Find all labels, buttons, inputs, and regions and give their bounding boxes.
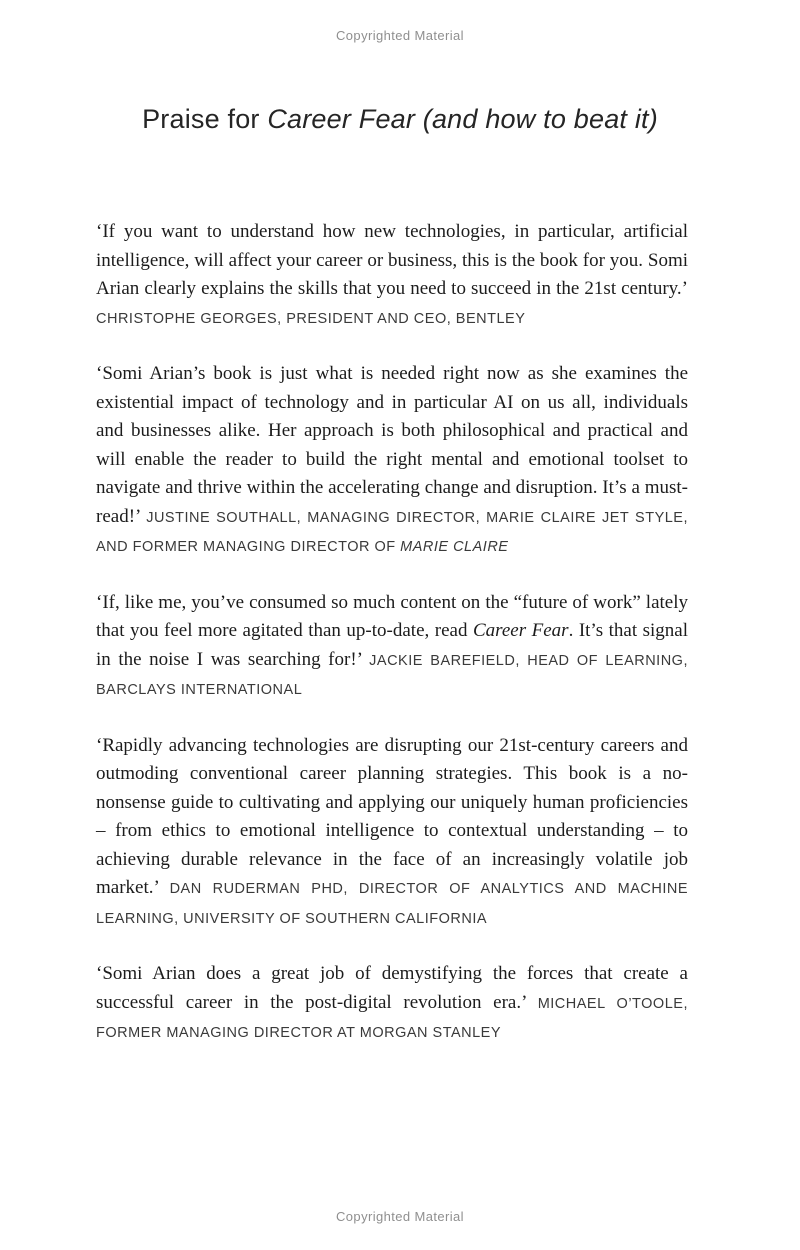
quote-text: . It’s that signal in the noise I was searching for!’	[96, 620, 689, 670]
attribution-text: CHRISTOPHE GEORGES, PRESIDENT AND CEO, BENTLEY	[96, 310, 526, 327]
quote-text: ‘If, like me, you’ve consumed so much content on the “future of work” lately that you feel more agitated than up-to-date, read	[96, 591, 688, 641]
praise-paragraph	[96, 360, 688, 562]
book-title-italic: Career Fear	[472, 620, 569, 641]
praise-paragraph	[96, 960, 688, 1048]
attribution-text: DAN RUDERMAN PHD, DIRECTOR OF ANALYTICS AND MACHINE LEARNING, UNIVERSITY OF SOUTHERN CALIFORNIA	[96, 881, 688, 927]
attribution-text: JACKIE BAREFIELD, HEAD OF LEARNING, BARCLAYS INTERNATIONAL	[96, 652, 688, 698]
page-title-prefix: Praise for	[142, 104, 268, 134]
page-title	[0, 104, 800, 135]
book-title-italic: Career Fear (and how to beat it)	[267, 104, 658, 134]
praise-paragraph	[96, 218, 688, 333]
copyright-watermark-top: Copyrighted Material	[336, 28, 464, 43]
praise-paragraph	[96, 732, 688, 934]
attribution-text: MICHAEL O’TOOLE, FORMER MANAGING DIRECTOR AT MORGAN STANLEY	[96, 995, 688, 1041]
copyright-watermark-bottom: Copyrighted Material	[336, 1209, 464, 1224]
quote-text: ‘Somi Arian does a great job of demystifying the forces that create a successful career in the post-digital revolution era.’	[96, 963, 688, 1013]
quote-text: ‘Somi Arian’s book is just what is needed right now as she examines the existential impact of technology and in particular AI on us all, individuals and businesses alike. Her approach is both philosophical and practical and will enable the reader to build the right mental and emotional toolset to navigate and thrive within the accelerating change and disruption. It’s a must-read!’	[96, 363, 688, 527]
praise-paragraph	[96, 589, 688, 705]
attribution-text: MARIE CLAIRE	[400, 539, 509, 555]
quote-text: ‘Rapidly advancing technologies are disrupting our 21st-century careers and outmoding conventional career planning strategies. This book is a no-nonsense guide to cultivating and applying our uniquely human proficiencies – from ethics to emotional intelligence to contextual understanding – to achieving durable relevance in the face of an increasingly volatile job market.’	[96, 734, 688, 898]
attribution-text: JUSTINE SOUTHALL, MANAGING DIRECTOR, MARIE CLAIRE JET STYLE, AND FORMER MANAGING DIRECTOR OF	[96, 509, 689, 555]
praise-paragraphs	[96, 218, 688, 1048]
quote-text: ‘If you want to understand how new technologies, in particular, artificial intelligence, will affect your career or business, this is the book for you. Somi Arian clearly explains the skills that you need to succeed in the 21st century.’	[96, 221, 688, 299]
